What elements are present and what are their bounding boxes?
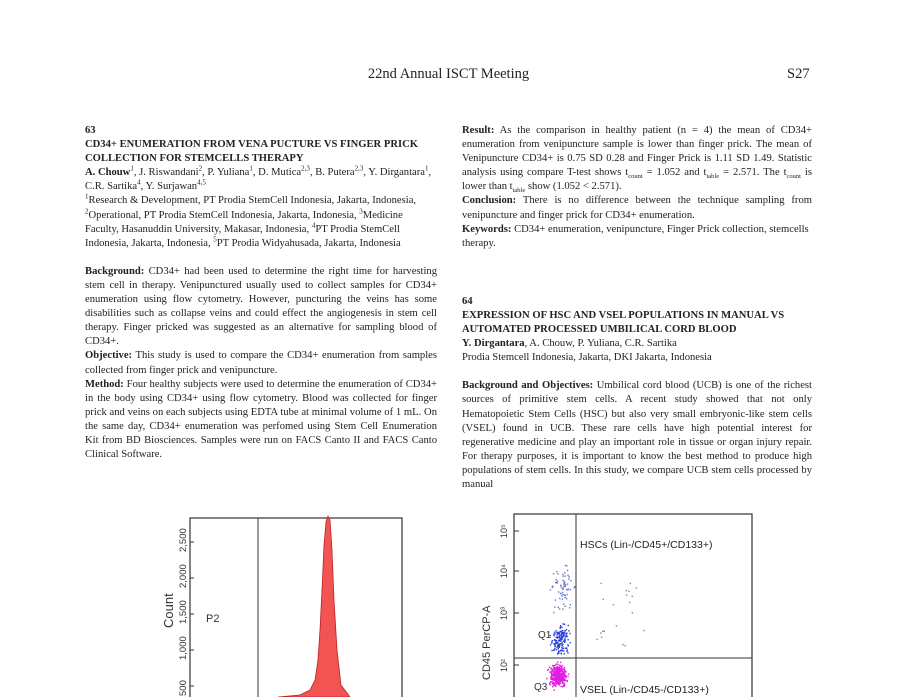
scatter-dot bbox=[561, 666, 562, 667]
scatter-dot bbox=[564, 594, 565, 595]
scatter-dot bbox=[568, 578, 569, 579]
scatter-dot bbox=[616, 625, 617, 626]
y-tick-label: 10⁴ bbox=[499, 564, 509, 578]
y-tick-label: 10² bbox=[499, 658, 509, 672]
scatter-dot bbox=[546, 678, 547, 679]
scatter-dot bbox=[562, 623, 563, 624]
scatter-dot bbox=[566, 635, 567, 636]
abstract-64-authors: Y. Dirgantara, A. Chouw, P. Yuliana, C.R. Sartika bbox=[462, 338, 677, 350]
scatter-dot bbox=[560, 650, 561, 651]
scatter-dot bbox=[625, 645, 626, 646]
author: D. Mutica bbox=[258, 167, 302, 179]
running-header-title: 22nd Annual ISCT Meeting bbox=[367, 66, 530, 82]
abstract-63-title: CD34+ ENUMERATION FROM VENA PUCTURE VS FINGER PRICK COLLECTION FOR STEMCELLS THERAPY bbox=[85, 139, 418, 165]
page-number: S27 bbox=[787, 66, 810, 82]
abstract-64-background: Background and Objectives: Umbilical cord blood (UCB) is one of the richest sources of primitive stem cells. A recent study showed that not only Hematopoietic Stem Cells (HSC) but also very small embryonic-like stem cells (VSEL) found in UCB. These rare cells have high potential interest for regenerative medicine and play an important role in tissue or organ injury repair. For therapy purposes, it is important to know the best method to produce high populations of stem cells. In this study, we compare UCB stem cells processed by manual bbox=[462, 380, 812, 490]
scatter-dot bbox=[560, 593, 561, 594]
scatter-dot bbox=[561, 653, 562, 654]
scatter-dot bbox=[567, 570, 568, 571]
scatter-dot bbox=[574, 587, 575, 588]
scatter-dot bbox=[559, 598, 560, 599]
author: P. Yuliana bbox=[207, 167, 250, 179]
scatter-dot bbox=[567, 652, 568, 653]
scatter-dot bbox=[562, 630, 563, 631]
scatter-dot bbox=[562, 672, 563, 673]
scatter-dot bbox=[604, 631, 605, 632]
scatter-dot bbox=[553, 670, 554, 671]
scatter-dot bbox=[548, 669, 549, 670]
scatter-dot bbox=[570, 580, 571, 581]
scatter-dot bbox=[562, 608, 563, 609]
scatter-dot bbox=[560, 683, 561, 684]
scatter-dot bbox=[559, 674, 560, 675]
scatter-dot bbox=[563, 589, 564, 590]
scatter-dot bbox=[562, 645, 563, 646]
scatter-dot bbox=[549, 684, 550, 685]
scatter-dot bbox=[569, 607, 570, 608]
figure-dotplot bbox=[476, 500, 756, 697]
scatter-dot bbox=[563, 633, 564, 634]
scatter-dot bbox=[566, 636, 567, 637]
scatter-dot bbox=[551, 650, 552, 651]
scatter-dot bbox=[553, 635, 554, 636]
scatter-dot bbox=[564, 572, 565, 573]
y-tick-label: 1,500 bbox=[178, 600, 189, 624]
scatter-dot bbox=[549, 667, 550, 668]
scatter-dot bbox=[555, 677, 556, 678]
scatter-dot bbox=[558, 591, 559, 592]
scatter-dot bbox=[560, 625, 561, 626]
author: A. Chouw bbox=[85, 167, 131, 179]
scatter-dot bbox=[565, 575, 566, 576]
scatter-dot bbox=[561, 595, 562, 596]
scatter-dot bbox=[565, 671, 566, 672]
scatter-dot bbox=[552, 665, 553, 666]
scatter-dot bbox=[561, 686, 562, 687]
scatter-dot bbox=[630, 583, 631, 584]
scatter-dot bbox=[553, 685, 554, 686]
scatter-dot bbox=[562, 650, 563, 651]
scatter-dot bbox=[626, 590, 627, 591]
scatter-dot bbox=[555, 599, 556, 600]
scatter-dot bbox=[559, 635, 560, 636]
scatter-dot bbox=[556, 674, 557, 675]
scatter-dot bbox=[560, 631, 561, 632]
gate-label: P2 bbox=[206, 613, 220, 625]
scatter-dot bbox=[562, 665, 563, 666]
scatter-dot bbox=[564, 683, 565, 684]
scatter-dot bbox=[557, 683, 558, 684]
abstract-63-background: Background: CD34+ had been used to determine the right time for harvesting stem cell in therapy. Venipunctured usually used to collect samples for CD34+ enumeration using flow cytometry. However, puncturing the veins has some disabilities such as collapse veins and could effect the angiogenesis in stem cell therapy. Finger pricked was suggested as an alternative for sampling blood of CD34+. bbox=[85, 265, 437, 348]
scatter-dot bbox=[570, 604, 571, 605]
abstract-63-keywords: Keywords: CD34+ enumeration, venipuncture, Finger Prick collection, stemcells therapy. bbox=[462, 223, 809, 249]
figure-histogram bbox=[160, 500, 405, 697]
scatter-dot bbox=[560, 628, 561, 629]
scatter-dot bbox=[565, 636, 566, 637]
scatter-dot bbox=[564, 641, 565, 642]
scatter-dot bbox=[549, 671, 550, 672]
scatter-dot bbox=[563, 673, 564, 674]
abstract-63-affiliations: $^1$Research & Development, PT Prodia StemCell Indonesia, Jakarta, Indonesia, $^2$Operational, PT Prodia StemCell Indonesia, Jakarta, Indonesia, $^3$Medicine Faculty, Hasanuddin University, Makasar, Indonesia, $^4$PT Prodia StemCell Indonesia, Jakarta, Indonesia, $^5$PT Prodia Widyahusada, Jakarta, Indonesia bbox=[85, 192, 417, 249]
histogram-frame bbox=[190, 518, 402, 697]
scatter-dot bbox=[554, 648, 555, 649]
y-tick-label: 2,500 bbox=[178, 528, 189, 552]
scatter-dot bbox=[558, 633, 559, 634]
scatter-dot bbox=[554, 606, 555, 607]
scatter-dot bbox=[555, 680, 556, 681]
scatter-dot bbox=[556, 647, 557, 648]
scatter-dot bbox=[558, 644, 559, 645]
scatter-dot bbox=[562, 592, 563, 593]
scatter-dot bbox=[556, 632, 557, 633]
scatter-dot bbox=[556, 649, 557, 650]
scatter-dot bbox=[553, 675, 554, 676]
scatter-dot bbox=[568, 588, 569, 589]
scatter-dot bbox=[551, 641, 552, 642]
scatter-dot bbox=[550, 644, 551, 645]
abstract-63-conclusion: Conclusion: There is no difference between the technique sampling from venipuncture and finger prick for CD34+ enumeration. bbox=[462, 195, 812, 221]
scatter-dot bbox=[565, 565, 566, 566]
scatter-dot bbox=[555, 630, 556, 631]
scatter-dot bbox=[554, 649, 555, 650]
abstract-64-title: EXPRESSION OF HSC AND VSEL POPULATIONS IN MANUAL VS AUTOMATED PROCESSED UMBILICAL CORD BLOOD bbox=[462, 309, 785, 336]
scatter-dot bbox=[563, 580, 564, 581]
scatter-dot bbox=[600, 632, 601, 633]
scatter-dot bbox=[560, 643, 561, 644]
scatter-dot bbox=[558, 648, 559, 649]
scatter-dot bbox=[552, 586, 553, 587]
scatter-dot bbox=[561, 627, 562, 628]
scatter-dot bbox=[552, 677, 553, 678]
scatter-dot bbox=[563, 583, 564, 584]
scatter-dot bbox=[567, 676, 568, 677]
scatter-dot bbox=[566, 632, 567, 633]
scatter-dot bbox=[563, 641, 564, 642]
scatter-dot bbox=[569, 633, 570, 634]
scatter-dot bbox=[560, 637, 561, 638]
scatter-dot bbox=[560, 635, 561, 636]
scatter-dot bbox=[558, 679, 559, 680]
scatter-dot bbox=[567, 681, 568, 682]
scatter-dot bbox=[601, 583, 602, 584]
scatter-dot bbox=[567, 583, 568, 584]
left-column bbox=[85, 124, 437, 462]
q1-label: Q1 bbox=[538, 630, 552, 641]
scatter-dot bbox=[568, 673, 569, 674]
scatter-dot bbox=[551, 675, 552, 676]
scatter-dot bbox=[568, 630, 569, 631]
scatter-dot bbox=[565, 675, 566, 676]
scatter-dot bbox=[561, 638, 562, 639]
scatter-dot bbox=[556, 579, 557, 580]
quadrant-label-top-right: HSCs (Lin-/CD45+/CD133+) bbox=[580, 539, 713, 551]
scatter-dot bbox=[554, 690, 555, 691]
scatter-dot bbox=[550, 682, 551, 683]
abstract-63-method: Method: Four healthy subjects were used to determine the enumeration of CD34+ in the body using CD34+ using flow cytometry. Blood was collected for finger prick and veins on each subjects using EDTA tube at minimal volume of 1 mL. On the same day, CD34+ enumeration was perfomed using Stem Cell Enumeration Kit from BD Biosciences. Samples were run on FACS Canto II and FACS Canto Clinical Software. bbox=[85, 378, 437, 461]
scatter-dot bbox=[567, 575, 568, 576]
scatter-dot bbox=[567, 639, 568, 640]
scatter-dot bbox=[556, 571, 557, 572]
y-tick-label: 2,000 bbox=[178, 564, 189, 588]
q3-label: Q3 bbox=[534, 682, 548, 693]
scatter-dot bbox=[564, 667, 565, 668]
abstract-64-number: 64 bbox=[462, 295, 473, 307]
abstract-64-affiliation: Prodia Stemcell Indonesia, Jakarta, DKI Jakarta, Indonesia bbox=[462, 352, 712, 364]
scatter-dot bbox=[563, 575, 564, 576]
scatter-dot bbox=[565, 648, 566, 649]
scatter-dot bbox=[552, 670, 553, 671]
abstract-63-result: Result: As the comparison in healthy patient (n = 4) the mean of CD34+ enumeration from venipuncture sample is lower than finger prick. The mean of Venipuncture CD34+ is 0.75 SD 0.28 and Finger Prick is 1.11 SD 1.49. Statistic analysis using compare T-test shows $t_{count} = 1.052$ and $t_{table} = 2.571$. The $t_{count}$ is lower than $t_{table}$ show (1.052 < 2.571). bbox=[462, 125, 812, 195]
scatter-dot bbox=[564, 638, 565, 639]
scatter-dot bbox=[553, 671, 554, 672]
scatter-dot bbox=[570, 589, 571, 590]
scatter-dot bbox=[568, 576, 569, 577]
scatter-dot bbox=[560, 639, 561, 640]
scatter-dot bbox=[557, 573, 558, 574]
scatter-dot bbox=[554, 633, 555, 634]
scatter-dot bbox=[555, 642, 556, 643]
scatter-dot bbox=[564, 671, 565, 672]
scatter-dot bbox=[550, 589, 551, 590]
scatter-dot bbox=[550, 678, 551, 679]
scatter-dot bbox=[557, 637, 558, 638]
scatter-dot bbox=[551, 671, 552, 672]
scatter-dot bbox=[628, 591, 629, 592]
scatter-dot bbox=[556, 634, 557, 635]
scatter-dot bbox=[564, 606, 565, 607]
scatter-dot bbox=[555, 672, 556, 673]
scatter-dot bbox=[644, 630, 645, 631]
scatter-dot bbox=[564, 597, 565, 598]
scatter-dot bbox=[564, 624, 565, 625]
scatter-dot bbox=[559, 646, 560, 647]
y-tick-label: 10⁵ bbox=[499, 524, 509, 538]
y-axis-label: CD45 PerCP-A bbox=[481, 605, 493, 680]
scatter-dot bbox=[560, 662, 561, 663]
scatter-dot bbox=[553, 573, 554, 574]
scatter-dot bbox=[567, 644, 568, 645]
scatter-dot bbox=[554, 644, 555, 645]
scatter-dot bbox=[629, 602, 630, 603]
scatter-dot bbox=[553, 612, 554, 613]
scatter-dot bbox=[558, 653, 559, 654]
y-ticks bbox=[190, 542, 194, 686]
scatter-dot bbox=[562, 644, 563, 645]
scatter-dot bbox=[552, 640, 553, 641]
scatter-dot bbox=[562, 686, 563, 687]
y-axis-label: Count bbox=[161, 593, 176, 628]
scatter-dot bbox=[566, 594, 567, 595]
scatter-dot bbox=[564, 653, 565, 654]
scatter-dot bbox=[563, 675, 564, 676]
scatter-dot bbox=[602, 631, 603, 632]
scatter-dot bbox=[565, 630, 566, 631]
scatter-dot bbox=[562, 574, 563, 575]
scatter-dot bbox=[558, 682, 559, 683]
scatter-dot bbox=[562, 648, 563, 649]
scatter-dot bbox=[559, 668, 560, 669]
scatter-dot bbox=[570, 642, 571, 643]
scatter-dot bbox=[558, 670, 559, 671]
scatter-dot bbox=[566, 651, 567, 652]
scatter-dot bbox=[554, 665, 555, 666]
scatter-dot bbox=[601, 637, 602, 638]
scatter-dot bbox=[563, 650, 564, 651]
scatter-dot bbox=[564, 673, 565, 674]
scatter-dot bbox=[554, 646, 555, 647]
scatter-dot bbox=[552, 686, 553, 687]
author: C.R. Sartika bbox=[85, 181, 138, 193]
scatter-dot bbox=[567, 649, 568, 650]
scatter-dot bbox=[566, 589, 567, 590]
abstract-63-objective: Objective: This study is used to compare the CD34+ enumeration from samples collected from finger prick and venipuncture. bbox=[85, 350, 437, 376]
scatter-dot bbox=[561, 676, 562, 677]
scatter-dot bbox=[564, 669, 565, 670]
scatter-dot bbox=[562, 642, 563, 643]
scatter-dot bbox=[556, 680, 557, 681]
scatter-dot bbox=[626, 594, 627, 595]
y-tick-label: 10³ bbox=[499, 606, 509, 620]
scatter-dot bbox=[554, 632, 555, 633]
y-tick-label: 1,000 bbox=[178, 636, 189, 660]
scatter-dot bbox=[562, 599, 563, 600]
y-ticks bbox=[514, 531, 519, 665]
scatter-dot bbox=[563, 604, 564, 605]
scatter-dot bbox=[622, 644, 623, 645]
quadrant-label-bottom-right: VSEL (Lin-/CD45-/CD133+) bbox=[580, 684, 709, 696]
dot-cloud bbox=[546, 565, 645, 691]
scatter-dot bbox=[553, 643, 554, 644]
scatter-dot bbox=[565, 677, 566, 678]
scatter-dot bbox=[561, 681, 562, 682]
scatter-dot bbox=[558, 651, 559, 652]
scatter-dot bbox=[556, 663, 557, 664]
scatter-dot bbox=[565, 584, 566, 585]
y-tick-label: 500 bbox=[178, 680, 189, 696]
scatter-dot bbox=[596, 639, 597, 640]
scatter-dot bbox=[563, 635, 564, 636]
scatter-dot bbox=[557, 664, 558, 665]
scatter-dot bbox=[566, 598, 567, 599]
right-column bbox=[462, 124, 812, 492]
scatter-dot bbox=[603, 599, 604, 600]
author: Y. Surjawan bbox=[145, 181, 198, 193]
scatter-dot bbox=[559, 634, 560, 635]
scatter-dot bbox=[613, 604, 614, 605]
scatter-dot bbox=[558, 607, 559, 608]
scatter-dot bbox=[551, 672, 552, 673]
scatter-dot bbox=[568, 625, 569, 626]
scatter-dot bbox=[555, 685, 556, 686]
scatter-dot bbox=[632, 596, 633, 597]
scatter-dot bbox=[559, 640, 560, 641]
scatter-dot bbox=[560, 586, 561, 587]
author: B. Putera bbox=[315, 167, 355, 179]
scatter-dot bbox=[563, 586, 564, 587]
scatter-dot bbox=[552, 681, 553, 682]
scatter-dot bbox=[551, 668, 552, 669]
scatter-dot bbox=[564, 679, 565, 680]
scatter-dot bbox=[560, 585, 561, 586]
scatter-dot bbox=[555, 640, 556, 641]
author: J. Riswandani bbox=[139, 167, 199, 179]
scatter-dot bbox=[566, 565, 567, 566]
abstract-63-authors: A. Chouw$^1$, J. Riswandani$^2$, P. Yuliana$^1$, D. Mutica$^{2,3}$, B. Putera$^{2,3}$, Y. Dirgantara$^1$, C.R. Sartika$^4$, Y. Surjawan$^{4,5}$ bbox=[85, 164, 432, 193]
scatter-dot bbox=[636, 587, 637, 588]
scatter-dot bbox=[556, 666, 557, 667]
scatter-dot bbox=[562, 682, 563, 683]
scatter-dot bbox=[555, 682, 556, 683]
abstract-63-number: 63 bbox=[85, 125, 96, 136]
scatter-dot bbox=[557, 582, 558, 583]
scatter-dot bbox=[562, 594, 563, 595]
scatter-dot bbox=[561, 636, 562, 637]
scatter-dot bbox=[559, 608, 560, 609]
author: Y. Dirgantara bbox=[368, 167, 425, 179]
scatter-dot bbox=[566, 629, 567, 630]
scatter-dot bbox=[554, 669, 555, 670]
scatter-dot bbox=[632, 612, 633, 613]
scatter-dot bbox=[564, 632, 565, 633]
scatter-dot bbox=[561, 647, 562, 648]
histogram-fill bbox=[278, 516, 350, 697]
scatter-dot bbox=[557, 661, 558, 662]
scatter-dot bbox=[564, 582, 565, 583]
